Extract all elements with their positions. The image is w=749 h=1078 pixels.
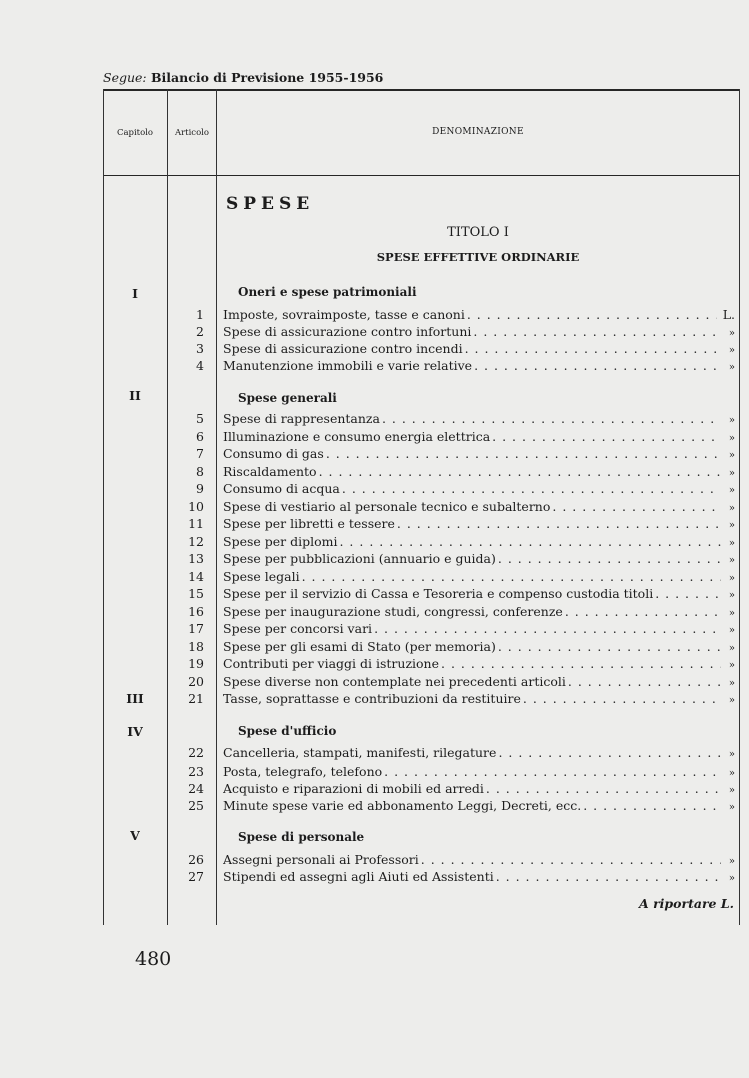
titolo-subtitle: SPESE EFFETTIVE ORDINARIE	[376, 250, 580, 264]
budget-line	[223, 516, 735, 532]
leader-dots	[521, 691, 721, 706]
budget-line-text: Contributi per viaggi di istruzione	[223, 656, 440, 671]
leader-dots	[496, 551, 721, 566]
titolo-heading: TITOLO I	[447, 225, 509, 240]
budget-line-text: Spese di vestiario al personale tecnico e subalterno	[223, 499, 551, 514]
ditto-mark: »	[728, 749, 735, 760]
budget-line	[223, 869, 735, 885]
ditto-mark: »	[728, 573, 735, 584]
budget-line	[223, 764, 735, 780]
article-number: 17	[188, 621, 204, 636]
leader-dots	[439, 656, 721, 671]
article-number: 26	[188, 852, 204, 867]
article-number: 24	[188, 781, 204, 796]
budget-line-text: Tasse, soprattasse e contribuzioni da restituire	[223, 691, 521, 706]
budget-line-text: Illuminazione e consumo energia elettrica	[223, 429, 491, 444]
capitolo-number: I	[132, 286, 138, 301]
leader-dots	[372, 621, 721, 636]
spese-title: SPESE	[226, 194, 315, 214]
ditto-mark: »	[728, 485, 735, 496]
article-number: 1	[196, 307, 204, 322]
leader-dots	[550, 499, 721, 514]
carry-forward-label: A riportare L.	[639, 896, 734, 911]
column-divider-capitolo	[167, 89, 168, 925]
budget-line-text: Spese per inaugurazione studi, congressi, conferenze	[223, 604, 563, 619]
article-number: 5	[196, 411, 204, 426]
article-number: 8	[196, 464, 204, 479]
budget-line	[223, 499, 735, 515]
leader-dots	[419, 852, 721, 867]
ditto-mark: »	[728, 768, 735, 779]
budget-line	[223, 324, 735, 340]
ditto-mark: »	[728, 450, 735, 461]
table-header-rule	[103, 175, 739, 176]
article-number: 11	[188, 516, 204, 531]
article-number: 27	[188, 869, 204, 884]
budget-line	[223, 446, 735, 462]
leader-dots	[484, 781, 721, 796]
section-heading: Oneri e spese patrimoniali	[238, 285, 417, 299]
capitolo-number: V	[130, 828, 140, 843]
ditto-mark: »	[728, 695, 735, 706]
leader-dots	[472, 358, 721, 373]
budget-line	[223, 411, 735, 427]
budget-line-text: Acquisto e riparazioni di mobili ed arredi	[223, 781, 484, 796]
budget-line-text: Consumo di gas	[223, 446, 324, 461]
column-header-capitolo: Capitolo	[116, 128, 154, 138]
budget-line-text: Imposte, sovraimposte, tasse e canoni	[223, 307, 465, 322]
budget-line-text: Spese per diplomi	[223, 534, 338, 549]
ditto-mark: »	[728, 608, 735, 619]
running-head	[103, 70, 383, 85]
budget-line-text: Minute spese varie ed abbonamento Leggi, Decreti, ecc.	[223, 798, 582, 813]
leader-dots	[463, 341, 721, 356]
budget-line	[223, 852, 735, 868]
budget-line-text: Cancelleria, stampati, manifesti, rilegature	[223, 745, 497, 760]
leader-dots	[317, 464, 721, 479]
budget-line	[223, 621, 735, 637]
article-number: 25	[188, 798, 204, 813]
budget-line	[223, 639, 735, 655]
leader-dots	[494, 869, 721, 884]
article-number: 14	[188, 569, 204, 584]
budget-line	[223, 569, 735, 585]
article-number: 13	[188, 551, 204, 566]
column-divider-right	[739, 89, 740, 925]
leader-dots	[563, 604, 721, 619]
leader-dots	[337, 534, 721, 549]
leader-dots	[380, 411, 721, 426]
running-head-prefix: Segue:	[103, 70, 147, 85]
article-number: 19	[188, 656, 204, 671]
column-header-denominazione: DENOMINAZIONE	[432, 127, 524, 137]
column-divider-left	[103, 89, 104, 925]
budget-line-text: Spese di rappresentanza	[223, 411, 380, 426]
budget-line-text: Riscaldamento	[223, 464, 317, 479]
budget-line-text: Spese per concorsi vari	[223, 621, 373, 636]
article-number: 20	[188, 674, 204, 689]
article-number: 12	[188, 534, 204, 549]
ditto-mark: »	[728, 873, 735, 884]
budget-line-text: Spese per il servizio di Cassa e Tesoreria e compenso custodia titoli	[223, 586, 654, 601]
budget-line	[223, 781, 735, 797]
section-heading: Spese di personale	[238, 830, 365, 844]
table-top-rule	[103, 89, 739, 91]
budget-line	[223, 551, 735, 567]
budget-line-text: Posta, telegrafo, telefono	[223, 764, 383, 779]
article-number: 16	[188, 604, 204, 619]
budget-line-text: Spese per gli esami di Stato (per memoria)	[223, 639, 496, 654]
budget-line	[223, 341, 735, 357]
article-number: 15	[188, 586, 204, 601]
budget-line-text: Spese legali	[223, 569, 300, 584]
article-number: 2	[196, 324, 204, 339]
budget-line	[223, 534, 735, 550]
column-divider-articolo	[216, 89, 217, 925]
leader-dots	[581, 798, 721, 813]
budget-line	[223, 586, 735, 602]
capitolo-number: IV	[127, 724, 143, 739]
ditto-mark: »	[728, 643, 735, 654]
ditto-mark: »	[728, 802, 735, 813]
budget-line-text: Consumo di acqua	[223, 481, 340, 496]
article-number: 18	[188, 639, 204, 654]
ditto-mark: »	[728, 362, 735, 373]
capitolo-number: II	[129, 388, 141, 403]
capitolo-number: III	[126, 691, 144, 706]
leader-dots	[465, 307, 717, 322]
budget-line	[223, 691, 735, 707]
page-number: 480	[135, 948, 172, 970]
budget-line-text: Manutenzione immobili e varie relative	[223, 358, 473, 373]
budget-line-text: Spese per libretti e tessere	[223, 516, 395, 531]
section-heading: Spese generali	[238, 391, 337, 405]
ditto-mark: »	[728, 433, 735, 444]
leader-dots	[496, 639, 721, 654]
leader-dots	[300, 569, 721, 584]
section-heading: Spese d'ufficio	[238, 724, 337, 738]
ditto-mark: »	[728, 520, 735, 531]
ditto-mark: »	[728, 590, 735, 601]
leader-dots	[566, 674, 721, 689]
running-head-title: Bilancio di Previsione 1955-1956	[150, 70, 384, 85]
currency-mark: L.	[722, 307, 735, 322]
article-number: 6	[196, 429, 204, 444]
ditto-mark: »	[728, 678, 735, 689]
column-header-articolo: Articolo	[174, 128, 210, 138]
ditto-mark: »	[728, 856, 735, 867]
leader-dots	[324, 446, 721, 461]
budget-line	[223, 481, 735, 497]
ditto-mark: »	[728, 625, 735, 636]
ditto-mark: »	[728, 503, 735, 514]
ditto-mark: »	[728, 538, 735, 549]
budget-line-text: Spese di assicurazione contro incendi	[223, 341, 463, 356]
article-number: 10	[188, 499, 204, 514]
budget-line	[223, 674, 735, 690]
article-number: 4	[196, 358, 204, 373]
ditto-mark: »	[728, 345, 735, 356]
leader-dots	[382, 764, 721, 779]
budget-line	[223, 307, 735, 323]
budget-line-text: Stipendi ed assegni agli Aiuti ed Assistenti	[223, 869, 494, 884]
leader-dots	[653, 586, 721, 601]
budget-line-text: Assegni personali ai Professori	[223, 852, 419, 867]
budget-line	[223, 358, 735, 374]
leader-dots	[490, 429, 721, 444]
budget-line	[223, 464, 735, 480]
ditto-mark: »	[728, 785, 735, 796]
article-number: 3	[196, 341, 204, 356]
ditto-mark: »	[728, 660, 735, 671]
budget-line	[223, 429, 735, 445]
article-number: 9	[196, 481, 204, 496]
article-number: 22	[188, 745, 204, 760]
ditto-mark: »	[728, 328, 735, 339]
budget-line	[223, 745, 735, 761]
ditto-mark: »	[728, 468, 735, 479]
budget-line	[223, 656, 735, 672]
ditto-mark: »	[728, 415, 735, 426]
article-number: 21	[188, 691, 204, 706]
ditto-mark: »	[728, 555, 735, 566]
leader-dots	[471, 324, 721, 339]
leader-dots	[395, 516, 721, 531]
article-number: 23	[188, 764, 204, 779]
budget-line-text: Spese di assicurazione contro infortuni	[223, 324, 472, 339]
budget-line-text: Spese per pubblicazioni (annuario e guida)	[223, 551, 496, 566]
leader-dots	[340, 481, 721, 496]
leader-dots	[496, 745, 721, 760]
budget-line	[223, 798, 735, 814]
article-number: 7	[196, 446, 204, 461]
budget-line	[223, 604, 735, 620]
budget-line-text: Spese diverse non contemplate nei precedenti articoli	[223, 674, 566, 689]
